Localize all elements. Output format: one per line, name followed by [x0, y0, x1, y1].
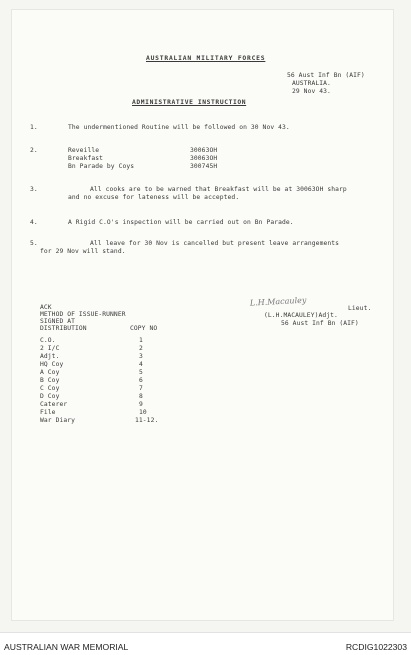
signature-rank: Lieut. — [348, 305, 372, 312]
routine-time: 30063OH — [190, 147, 218, 154]
distribution-recipient: 2 I/C — [40, 345, 60, 352]
distribution-copy: 11-12. — [135, 417, 159, 424]
para-3-number: 3. — [30, 186, 38, 193]
para-5-line-2: for 29 Nov will stand. — [40, 248, 126, 255]
archive-footer — [0, 632, 411, 655]
signature-unit: 56 Aust Inf Bn (AIF) — [281, 320, 359, 327]
distribution-label: DISTRIBUTION — [40, 325, 87, 332]
distribution-recipient: B Coy — [40, 377, 60, 384]
para-3-line-1: All cooks are to be warned that Breakfast will be at 30063OH sharp — [90, 186, 347, 193]
distribution-copy: 9 — [139, 401, 143, 408]
header-unit: 56 Aust Inf Bn (AIF) — [287, 72, 365, 79]
routine-time: 300745H — [190, 163, 218, 170]
distribution-recipient: A Coy — [40, 369, 60, 376]
distribution-copy: 3 — [139, 353, 143, 360]
footer-record-id: RCDIG1022303 — [345, 642, 407, 652]
para-5-line-1: All leave for 30 Nov is cancelled but present leave arrangements — [90, 240, 340, 247]
distribution-copy: 2 — [139, 345, 143, 352]
distribution-recipient: File — [40, 409, 56, 416]
footer-institution: AUSTRALIAN WAR MEMORIAL — [4, 642, 129, 652]
header-location: AUSTRALIA. — [292, 80, 331, 87]
ack-label: ACK — [40, 304, 52, 311]
handwritten-signature: L.H.Macauley — [249, 295, 307, 308]
para-4-number: 4. — [30, 219, 38, 226]
distribution-copy: 7 — [139, 385, 143, 392]
distribution-recipient: D Coy — [40, 393, 60, 400]
distribution-recipient: Adjt. — [40, 353, 60, 360]
para-2-number: 2. — [30, 147, 38, 154]
document-title: ADMINISTRATIVE INSTRUCTION — [132, 99, 247, 106]
para-3-line-2: and no excuse for lateness will be accepted. — [68, 194, 240, 201]
method-of-issue: METHOD OF ISSUE-RUNNER — [40, 311, 126, 318]
distribution-recipient: Caterer — [40, 401, 68, 408]
routine-item: Reveille — [68, 147, 100, 154]
header-date: 29 Nov 43. — [292, 88, 331, 95]
distribution-recipient: War Diary — [40, 417, 76, 424]
header-title: AUSTRALIAN MILITARY FORCES — [146, 55, 266, 62]
signed-at: SIGNED AT — [40, 318, 76, 325]
distribution-copy: 8 — [139, 393, 143, 400]
routine-time: 30063OH — [190, 155, 218, 162]
distribution-copy: 1 — [139, 337, 143, 344]
distribution-copy: 6 — [139, 377, 143, 384]
para-1-text: The undermentioned Routine will be followed on 30 Nov 43. — [68, 124, 290, 131]
distribution-copy: 5 — [139, 369, 143, 376]
para-1-number: 1. — [30, 124, 38, 131]
copy-no-header: COPY NO — [130, 325, 158, 332]
routine-item: Bn Parade by Coys — [68, 163, 135, 170]
para-4-text: A Rigid C.O's inspection will be carried out on Bn Parade. — [68, 219, 294, 226]
distribution-copy: 10 — [139, 409, 147, 416]
distribution-recipient: C Coy — [40, 385, 60, 392]
para-5-number: 5. — [30, 240, 38, 247]
distribution-copy: 4 — [139, 361, 143, 368]
distribution-recipient: C.O. — [40, 337, 56, 344]
distribution-recipient: HQ Coy — [40, 361, 64, 368]
routine-item: Breakfast — [68, 155, 104, 162]
signature-name: (L.H.MACAULEY)Adjt. — [264, 312, 338, 319]
